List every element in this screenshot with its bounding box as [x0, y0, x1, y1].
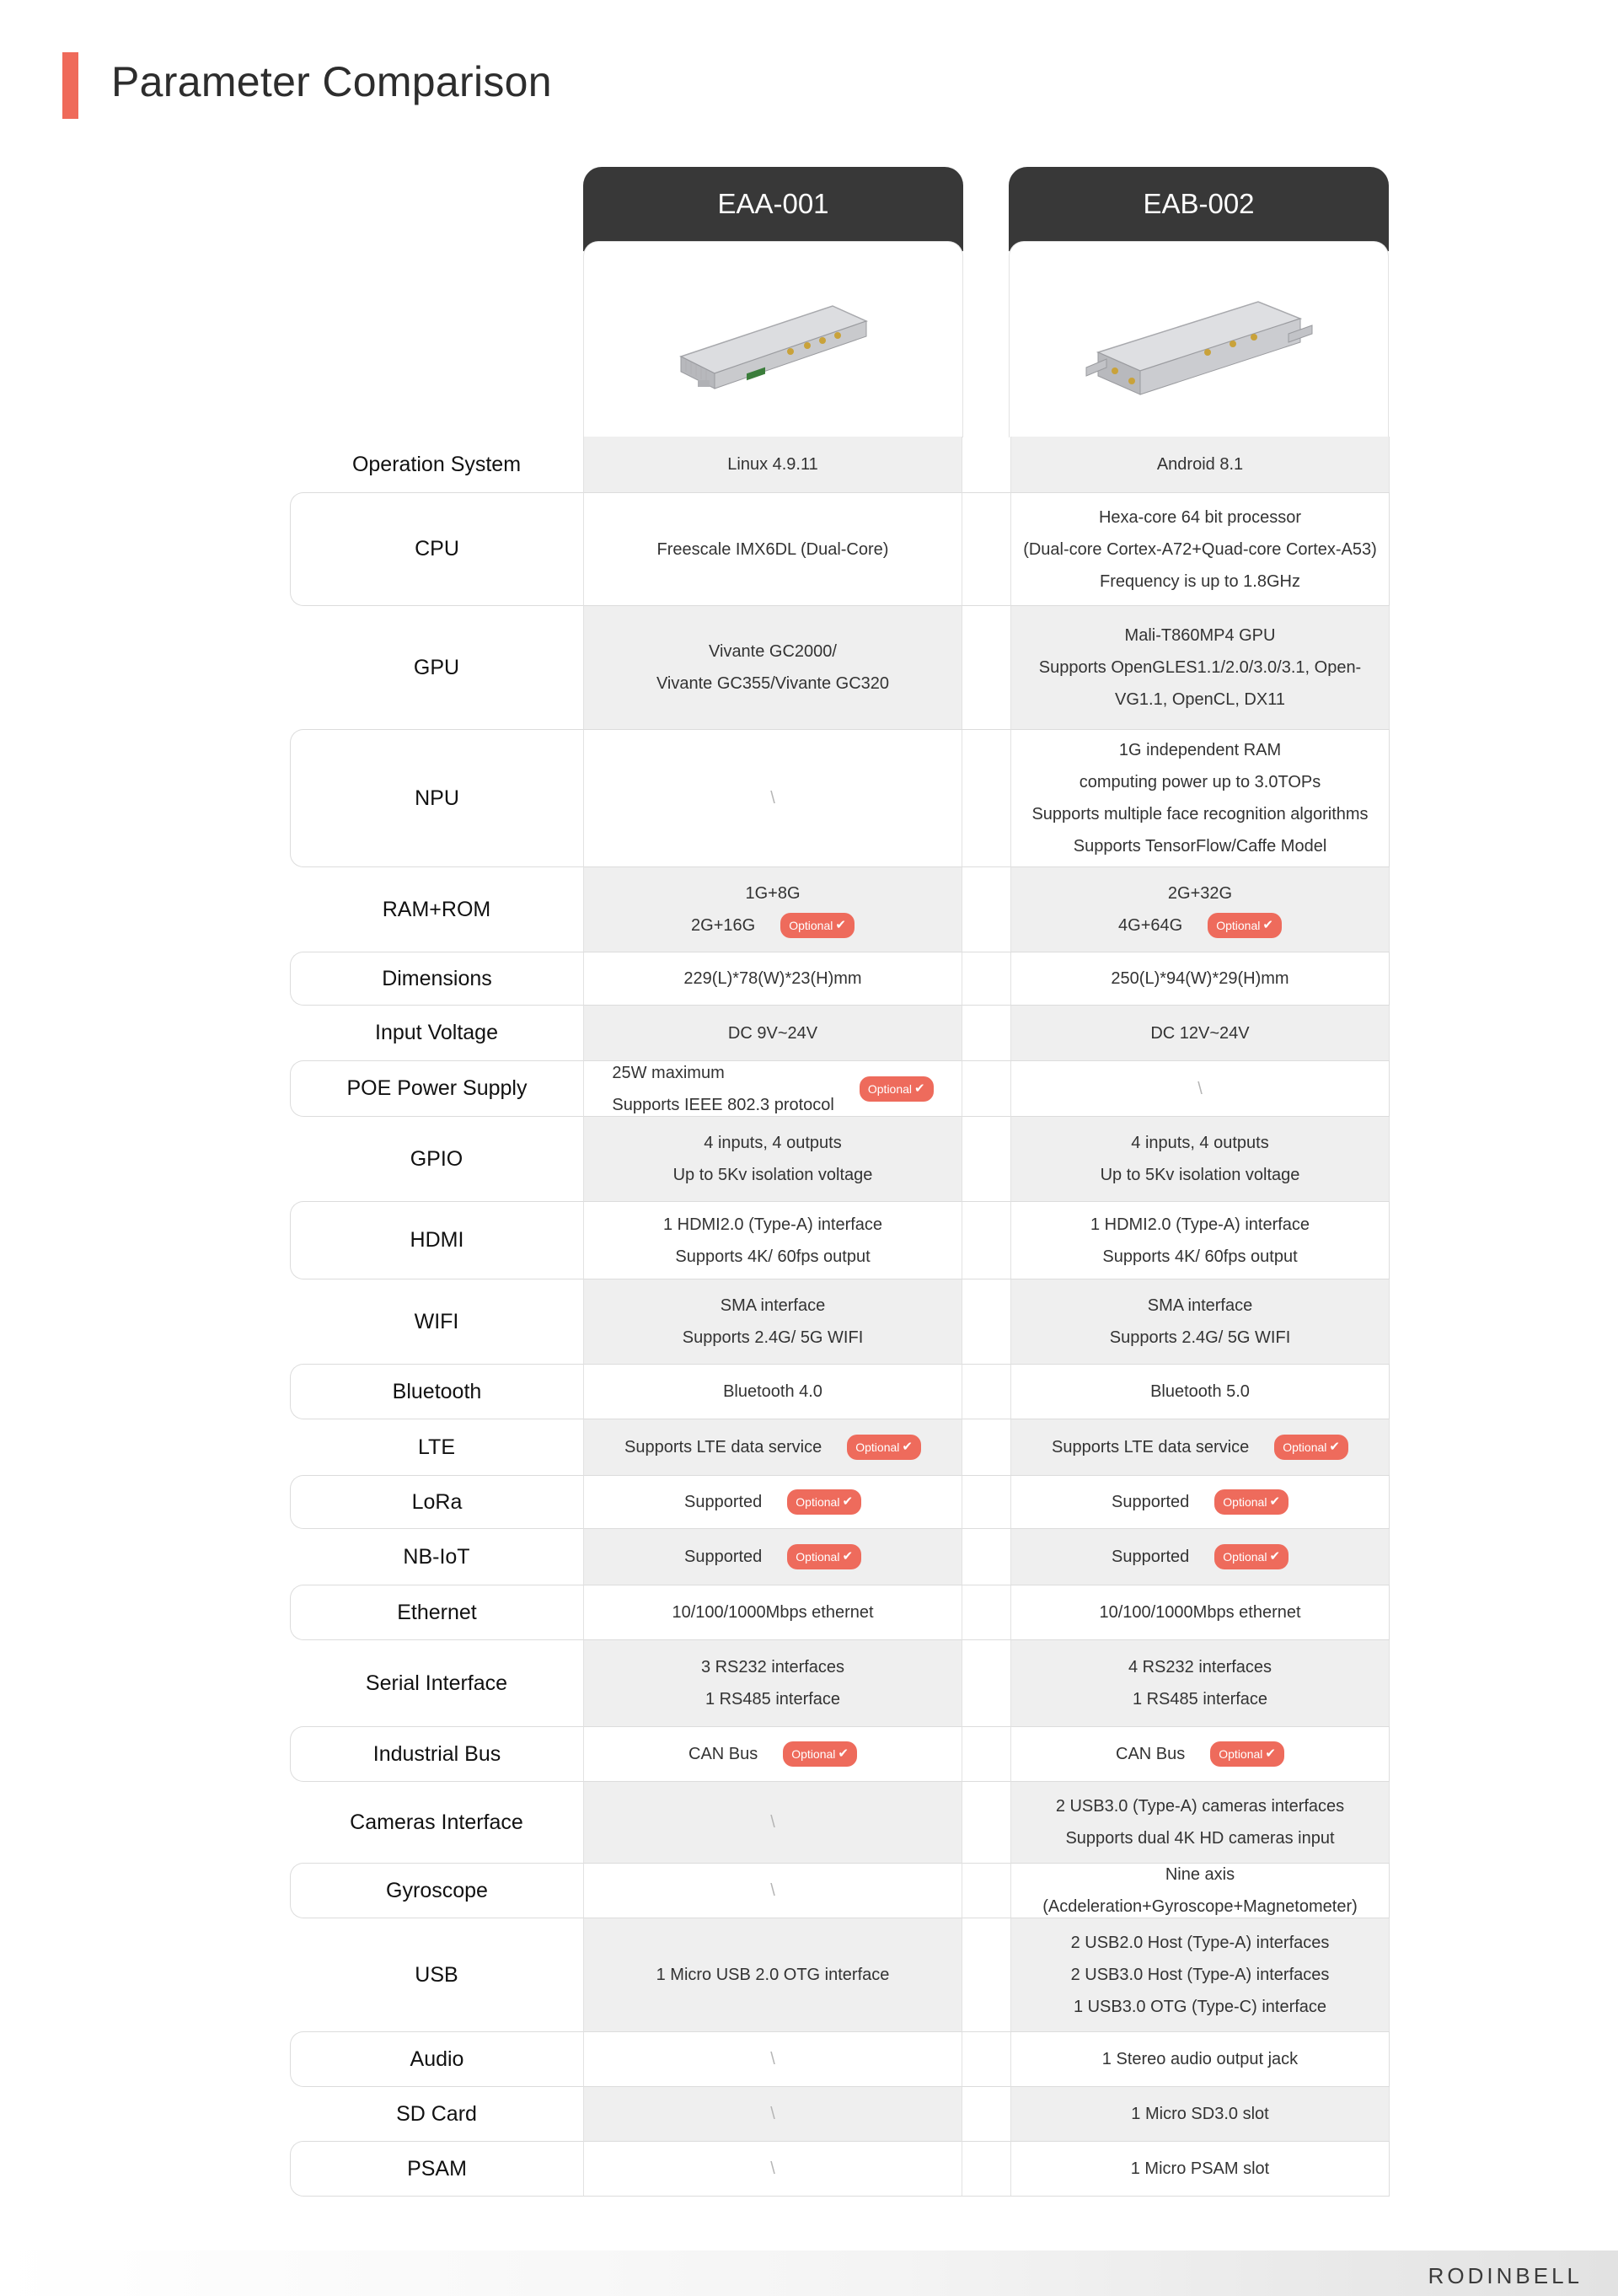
cell-eab-002 [1010, 952, 1390, 1006]
optional-badge [1208, 913, 1282, 938]
cell-eab-002 [1010, 437, 1390, 492]
cell-eaa-001 [583, 606, 962, 729]
row-label: Operation System [351, 452, 522, 476]
column-gap [962, 1640, 1010, 1726]
product-image-box-eaa-001 [583, 241, 963, 437]
optional-badge [1214, 1489, 1289, 1515]
cell-text-line [684, 1541, 861, 1573]
optional-badge [1274, 1435, 1348, 1460]
product-name-eaa-001: EAA-001 [583, 167, 963, 251]
cell-eaa-001 [583, 1585, 962, 1640]
optional-badge-label: Optional [867, 1081, 913, 1096]
check-icon: ✔ [902, 1440, 913, 1454]
cell-text-line: SMA interface [1147, 1296, 1253, 1315]
optional-badge-label: Optional [796, 1495, 840, 1509]
cell-eaa-001 [583, 1279, 962, 1364]
optional-badge [860, 1076, 934, 1102]
check-icon: ✔ [1269, 1549, 1281, 1564]
cell-text-line: 1 USB3.0 OTG (Type-C) interface [1073, 1998, 1327, 2016]
cell-text: CAN Bus [688, 1745, 758, 1763]
cell-eab-002 [1010, 867, 1390, 952]
cell-eab-002 [1010, 1006, 1390, 1060]
cell-text-line: Mali-T860MP4 GPU [1124, 626, 1276, 645]
row-bluetooth [290, 1364, 1390, 1419]
cell-text-line: Vivante GC2000/ [709, 642, 837, 661]
empty-value-slash: \ [770, 2159, 775, 2178]
column-gap [962, 1918, 1010, 2031]
cell-eab-002 [1010, 1782, 1390, 1863]
empty-value-slash: \ [1197, 1079, 1203, 1098]
cell-text: Supported [1111, 1493, 1190, 1511]
row-label: GPIO [410, 1146, 463, 1171]
cell-text-line: 1 HDMI2.0 (Type-A) interface [662, 1215, 883, 1234]
product-column-eab-002 [1009, 167, 1389, 437]
cell-eab-002 [1010, 1529, 1390, 1585]
cell-eab-002 [1010, 2031, 1390, 2087]
row-label: Cameras Interface [350, 1810, 523, 1834]
cell-text-line [688, 1738, 857, 1770]
column-gap [962, 1726, 1010, 1782]
column-gap [962, 437, 1010, 492]
cell-text-line: 25W maximum [612, 1063, 725, 1082]
cell-eaa-001 [583, 2141, 962, 2197]
cell-eab-002 [1010, 1863, 1390, 1918]
column-gap [962, 2087, 1010, 2141]
column-gap [962, 1419, 1010, 1475]
check-icon: ✔ [1329, 1440, 1340, 1454]
cell-eab-002 [1010, 1419, 1390, 1475]
optional-badge [1214, 1544, 1289, 1569]
row-dimensions [290, 952, 1390, 1006]
cell-text: 4G+64G [1118, 916, 1183, 935]
row-label: LTE [418, 1435, 455, 1459]
row-lora [290, 1475, 1390, 1529]
cell-text-line: 1G+8G [745, 884, 801, 903]
row-wifi [290, 1279, 1390, 1364]
cell-text-line: 3 RS232 interfaces [700, 1658, 845, 1676]
cell-eab-002 [1010, 606, 1390, 729]
row-label: PSAM [290, 2141, 583, 2197]
row-label: Audio [290, 2031, 583, 2087]
cell-text-line: 1 RS485 interface [1132, 1690, 1268, 1709]
row-label: POE Power Supply [290, 1060, 583, 1117]
cell-eaa-001 [583, 492, 962, 606]
cell-eaa-001 [583, 1863, 962, 1918]
cell-eab-002 [1010, 1060, 1390, 1117]
cell-text-line: 1 Stereo audio output jack [1101, 2050, 1299, 2068]
cell-text-line: 10/100/1000Mbps ethernet [672, 1603, 874, 1622]
row-gyroscope [290, 1863, 1390, 1918]
cell-eab-002 [1010, 1475, 1390, 1529]
cell-eab-002 [1010, 492, 1390, 606]
cell-eab-002 [1010, 1918, 1390, 2031]
cell-text-line: SMA interface [720, 1296, 826, 1315]
column-gap [962, 2141, 1010, 2197]
column-gap [962, 492, 1010, 606]
row-gpu [290, 606, 1390, 729]
cell-eab-002 [1010, 729, 1390, 867]
check-icon: ✔ [835, 918, 846, 932]
cell-text-line: 1 Micro USB 2.0 OTG interface [656, 1966, 890, 1984]
cell-text: Supports LTE data service [624, 1438, 822, 1456]
row-input-voltage [290, 1006, 1390, 1060]
row-label: HDMI [290, 1201, 583, 1279]
row-lte [290, 1419, 1390, 1475]
row-operation-system [290, 437, 1390, 492]
row-label: Industrial Bus [290, 1726, 583, 1782]
cell-text-line: 2 USB3.0 (Type-A) cameras interfaces [1055, 1797, 1345, 1816]
cell-eab-002 [1010, 1364, 1390, 1419]
cell-eaa-001 [583, 952, 962, 1006]
column-gap [962, 1060, 1010, 1117]
title-accent-bar [62, 52, 78, 119]
cell-text: 2G+16G [691, 916, 756, 935]
cell-eaa-001 [583, 729, 962, 867]
cell-text-line: 250(L)*94(W)*29(H)mm [1111, 969, 1289, 988]
optional-badge-label: Optional [855, 1440, 900, 1454]
cell-text-line: Supports 2.4G/ 5G WIFI [682, 1328, 864, 1347]
cell-text-line: Android 8.1 [1156, 455, 1244, 474]
cell-text-line: Supports TensorFlow/Caffe Model [1073, 837, 1327, 856]
product-name-eab-002: EAB-002 [1009, 167, 1389, 251]
cell-text-line [1118, 909, 1282, 941]
optional-badge-label: Optional [789, 919, 833, 932]
cell-eab-002 [1010, 2087, 1390, 2141]
cell-text-line: Vivante GC355/Vivante GC320 [656, 674, 890, 693]
cell-text-line [1052, 1431, 1348, 1463]
check-icon: ✔ [842, 1494, 854, 1509]
cell-text-line: (Dual-core Cortex-A72+Quad-core Cortex-A53) [1023, 539, 1377, 559]
empty-value-slash: \ [770, 2105, 775, 2123]
row-label: USB [415, 1962, 458, 1987]
row-label: NB-IoT [403, 1544, 470, 1569]
row-sd-card [290, 2087, 1390, 2141]
row-nb-iot [290, 1529, 1390, 1585]
cell-eab-002 [1010, 1585, 1390, 1640]
brand-logo: RODINBELL [1428, 2263, 1583, 2288]
row-psam [290, 2141, 1390, 2197]
device-eaa-001-image [664, 272, 883, 407]
row-ethernet [290, 1585, 1390, 1640]
empty-value-slash: \ [770, 1813, 775, 1832]
cell-eab-002 [1010, 1279, 1390, 1364]
column-gap [962, 606, 1010, 729]
row-label: Gyroscope [290, 1863, 583, 1918]
column-gap [962, 1117, 1010, 1201]
cell-eab-002 [1010, 1640, 1390, 1726]
row-cpu [290, 492, 1390, 606]
cell-eaa-001 [583, 1060, 962, 1117]
cell-text-line: VG1.1, OpenCL, DX11 [1115, 690, 1285, 709]
optional-badge-label: Optional [796, 1550, 840, 1564]
cell-text-line: Linux 4.9.11 [727, 455, 818, 474]
column-gap [962, 1364, 1010, 1419]
optional-badge [1210, 1741, 1284, 1767]
column-gap [962, 1201, 1010, 1279]
cell-text-line: Bluetooth 4.0 [723, 1382, 822, 1401]
cell-text-line [1112, 1541, 1289, 1573]
check-icon: ✔ [838, 1746, 849, 1761]
cell-text-line: Supports 4K/ 60fps output [1102, 1247, 1298, 1266]
cell-eaa-001 [583, 2031, 962, 2087]
row-label: RAM+ROM [382, 897, 491, 921]
cell-text-line [691, 909, 855, 941]
empty-value-slash: \ [770, 789, 775, 807]
cell-text: Supported [683, 1493, 763, 1511]
check-icon: ✔ [1262, 918, 1273, 932]
column-gap [962, 867, 1010, 952]
cell-text-line: 4 inputs, 4 outputs [704, 1134, 842, 1152]
check-icon: ✔ [1265, 1746, 1276, 1761]
row-audio [290, 2031, 1390, 2087]
cell-text-line: 2G+32G [1167, 884, 1233, 903]
cell-text-line: Supports 4K/ 60fps output [675, 1247, 871, 1266]
row-cameras-interface [290, 1782, 1390, 1863]
row-label: Bluetooth [290, 1364, 583, 1419]
optional-badge-label: Optional [1216, 919, 1261, 932]
cell-text-line: 1G independent RAM [1118, 741, 1282, 759]
cell-text-line: computing power up to 3.0TOPs [1079, 773, 1321, 791]
cell-text-line: Up to 5Kv isolation voltage [1100, 1166, 1300, 1184]
optional-badge [787, 1489, 861, 1515]
row-label: CPU [290, 492, 583, 606]
cell-text: Supported [683, 1548, 763, 1566]
column-gap [962, 1279, 1010, 1364]
optional-badge-label: Optional [1223, 1550, 1267, 1564]
check-icon: ✔ [914, 1081, 925, 1096]
cell-text-line: Supports 2.4G/ 5G WIFI [1109, 1328, 1291, 1347]
cell-eaa-001 [583, 1475, 962, 1529]
cell-eaa-001 [583, 1529, 962, 1585]
optional-badge-label: Optional [791, 1747, 836, 1761]
cell-text-line: 2 USB3.0 Host (Type-A) interfaces [1070, 1966, 1330, 1984]
row-label: WIFI [414, 1309, 459, 1333]
cell-eaa-001 [583, 867, 962, 952]
cell-eaa-001 [583, 1918, 962, 2031]
row-label: Serial Interface [365, 1671, 508, 1695]
row-label: NPU [290, 729, 583, 867]
device-eab-002-image [1073, 268, 1326, 411]
cell-text-line [624, 1431, 921, 1463]
cell-eab-002 [1010, 1117, 1390, 1201]
row-label: GPU [413, 655, 460, 679]
column-gap [962, 1475, 1010, 1529]
optional-badge [787, 1544, 861, 1569]
cell-eaa-001 [583, 437, 962, 492]
row-label: LoRa [290, 1475, 583, 1529]
cell-eaa-001 [583, 1726, 962, 1782]
cell-text-line: Supports dual 4K HD cameras input [1065, 1829, 1335, 1848]
cell-text-line: 10/100/1000Mbps ethernet [1099, 1603, 1301, 1622]
cell-eab-002 [1010, 1726, 1390, 1782]
optional-badge [783, 1741, 857, 1767]
page-title: Parameter Comparison [111, 58, 552, 105]
cell-text-line: Bluetooth 5.0 [1150, 1382, 1250, 1401]
check-icon: ✔ [842, 1549, 854, 1564]
cell-eaa-001 [583, 1006, 962, 1060]
cell-text: CAN Bus [1116, 1745, 1186, 1763]
cell-text-line [1112, 1486, 1289, 1518]
column-gap [962, 1863, 1010, 1918]
optional-badge-label: Optional [1283, 1440, 1327, 1454]
cell-text-line: Up to 5Kv isolation voltage [672, 1166, 873, 1184]
cell-eab-002 [1010, 2141, 1390, 2197]
cell-text-line: Freescale IMX6DL (Dual-Core) [656, 539, 889, 559]
cell-eaa-001 [583, 1782, 962, 1863]
row-serial-interface [290, 1640, 1390, 1726]
row-label: Dimensions [290, 952, 583, 1006]
cell-text-line: 4 inputs, 4 outputs [1131, 1134, 1269, 1152]
cell-text-line [1116, 1738, 1284, 1770]
cell-text-line: Supports multiple face recognition algorithms [1031, 805, 1369, 823]
cell-text-line: 4 RS232 interfaces [1128, 1658, 1272, 1676]
cell-eaa-001 [583, 1201, 962, 1279]
row-npu [290, 729, 1390, 867]
cell-text-line: (Acdeleration+Gyroscope+Magnetometer) [1042, 1897, 1358, 1916]
row-label: SD Card [396, 2101, 477, 2126]
cell-text-line: 1 RS485 interface [705, 1690, 841, 1709]
cell-eaa-001 [583, 2087, 962, 2141]
cell-text-line: 229(L)*78(W)*23(H)mm [683, 969, 862, 988]
cell-text-line: 1 HDMI2.0 (Type-A) interface [1090, 1215, 1310, 1234]
column-gap [962, 2031, 1010, 2087]
column-gap [962, 1006, 1010, 1060]
optional-badge-label: Optional [1219, 1747, 1263, 1761]
row-poe-power-supply [290, 1060, 1390, 1117]
cell-text-line: Hexa-core 64 bit processor [1098, 507, 1302, 527]
cell-text-line: 2 USB2.0 Host (Type-A) interfaces [1070, 1934, 1330, 1952]
row-gpio [290, 1117, 1390, 1201]
cell-text-line: Supports IEEE 802.3 protocol [612, 1095, 834, 1114]
cell-text: Supported [1111, 1548, 1190, 1566]
row-usb [290, 1918, 1390, 2031]
optional-badge [780, 913, 855, 938]
optional-badge [847, 1435, 921, 1460]
cell-text-line: DC 12V~24V [1150, 1023, 1250, 1043]
cell-text-line: Nine axis [1165, 1865, 1235, 1884]
product-column-eaa-001 [583, 167, 963, 437]
cell-eab-002 [1010, 1201, 1390, 1279]
cell-eaa-001 [583, 1640, 962, 1726]
column-gap [962, 1585, 1010, 1640]
cell-text-line: 1 Micro SD3.0 slot [1131, 2105, 1269, 2123]
cell-eaa-001 [583, 1117, 962, 1201]
cell-eaa-001 [583, 1419, 962, 1475]
cell-text: Supports LTE data service [1052, 1438, 1250, 1456]
row-industrial-bus [290, 1726, 1390, 1782]
empty-value-slash: \ [770, 1881, 775, 1900]
column-gap [962, 729, 1010, 867]
cell-text-line [684, 1486, 861, 1518]
optional-badge-label: Optional [1223, 1495, 1267, 1509]
footer-band [0, 2250, 1618, 2296]
column-gap [962, 952, 1010, 1006]
row-label: Input Voltage [375, 1021, 498, 1044]
check-icon: ✔ [1269, 1494, 1281, 1509]
cell-text-line: Supports OpenGLES1.1/2.0/3.0/3.1, Open- [1038, 658, 1362, 677]
cell-text-line: Frequency is up to 1.8GHz [1100, 571, 1300, 591]
row-ram-rom [290, 867, 1390, 952]
cell-eaa-001 [583, 1364, 962, 1419]
empty-value-slash: \ [770, 2050, 775, 2068]
column-gap [962, 1782, 1010, 1863]
cell-text-line: DC 9V~24V [727, 1023, 818, 1043]
cell-text-line: 1 Micro PSAM slot [1130, 2159, 1270, 2178]
row-hdmi [290, 1201, 1390, 1279]
row-label: Ethernet [290, 1585, 583, 1640]
product-image-box-eab-002 [1009, 241, 1389, 437]
column-gap [962, 1529, 1010, 1585]
